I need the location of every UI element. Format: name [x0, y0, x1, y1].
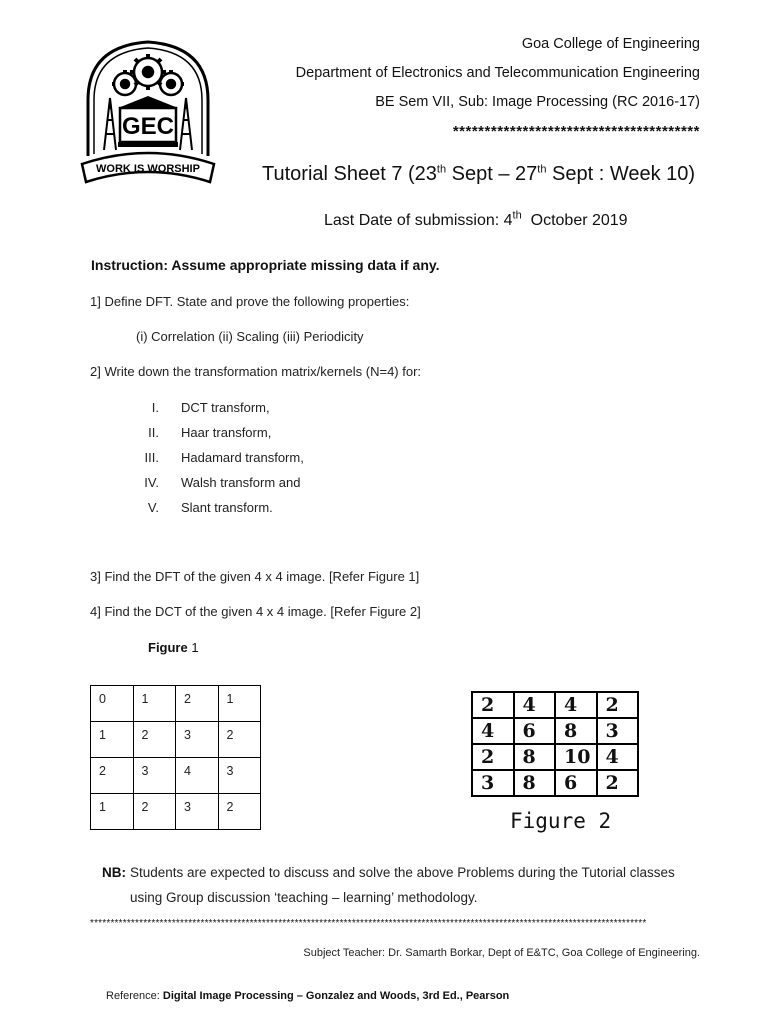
- table-cell: 3: [133, 758, 176, 794]
- list-item: IV. Walsh transform and: [144, 475, 301, 490]
- nb-line-2: using Group discussion ‘teaching – learning’ methodology.: [130, 890, 478, 905]
- logo-motto: WORK IS WORSHIP: [96, 163, 200, 175]
- table-row: [91, 794, 261, 830]
- table-cell: 3: [472, 770, 514, 796]
- table-cell: 3: [597, 718, 639, 744]
- figure-1-table: [90, 685, 261, 830]
- table-cell: 4: [555, 692, 597, 718]
- question-4: 4] Find the DCT of the given 4 x 4 image. [Refer Figure 2]: [90, 604, 421, 619]
- list-item: II. Haar transform,: [148, 425, 272, 440]
- table-cell: 8: [555, 718, 597, 744]
- table-cell: 10: [555, 744, 597, 770]
- footer-separator: ****************************************************************************************************************************************: [90, 918, 647, 929]
- list-item: V. Slant transform.: [147, 500, 273, 515]
- figure-2-caption: Figure 2: [510, 809, 612, 833]
- table-cell: 3: [218, 758, 261, 794]
- table-cell: 1: [133, 686, 176, 722]
- table-cell: 2: [218, 722, 261, 758]
- figure-1-label: Figure 1: [148, 640, 199, 655]
- table-cell: 6: [555, 770, 597, 796]
- reference-text: Digital Image Processing – Gonzalez and Woods, 3rd Ed., Pearson: [162, 990, 510, 1002]
- nb-note: [102, 860, 675, 910]
- question-3: 3] Find the DFT of the given 4 x 4 image. [Refer Figure 1]: [90, 569, 420, 584]
- nb-line-1: Students are expected to discuss and solve the above Problems during the Tutorial classes: [130, 865, 675, 880]
- table-cell: 2: [218, 794, 261, 830]
- table-cell: 0: [91, 686, 134, 722]
- reference-label: Reference:: [106, 990, 160, 1002]
- college-logo: [78, 38, 218, 188]
- table-cell: 2: [472, 692, 514, 718]
- table-row: [472, 692, 638, 718]
- question-1-properties: (i) Correlation (ii) Scaling (iii) Periodicity: [136, 329, 364, 344]
- table-cell: 4: [597, 744, 639, 770]
- table-cell: 3: [176, 722, 219, 758]
- table-cell: 2: [176, 686, 219, 722]
- table-row: [472, 744, 638, 770]
- question-1: 1] Define DFT. State and prove the following properties:: [90, 294, 410, 309]
- table-cell: 1: [218, 686, 261, 722]
- department-name: Department of Electronics and Telecommunication Engineering: [295, 65, 700, 81]
- list-item: I. DCT transform,: [151, 400, 270, 415]
- table-cell: 4: [514, 692, 556, 718]
- table-cell: 4: [176, 758, 219, 794]
- table-cell: 8: [514, 770, 556, 796]
- nb-label: NB:: [102, 865, 126, 880]
- tutorial-title: Tutorial Sheet 7 (23th Sept – 27th Sept : Week 10): [262, 163, 696, 185]
- table-cell: 2: [597, 692, 639, 718]
- table-row: [91, 686, 261, 722]
- table-cell: 2: [91, 758, 134, 794]
- table-cell: 2: [133, 794, 176, 830]
- table-cell: 6: [514, 718, 556, 744]
- table-row: [91, 758, 261, 794]
- table-row: [472, 770, 638, 796]
- list-item: III. Hadamard transform,: [144, 450, 304, 465]
- question-2: 2] Write down the transformation matrix/kernels (N=4) for:: [90, 364, 422, 379]
- college-name: Goa College of Engineering: [521, 36, 700, 52]
- table-cell: 3: [176, 794, 219, 830]
- table-row: [472, 718, 638, 744]
- logo-text: GEC: [121, 113, 175, 140]
- subject-teacher: Subject Teacher: Dr. Samarth Borkar, Dept of E&TC, Goa College of Engineering.: [303, 947, 700, 959]
- transform-list: [134, 400, 304, 525]
- table-cell: 2: [472, 744, 514, 770]
- instruction-text: Instruction: Assume appropriate missing data if any.: [91, 257, 440, 273]
- submission-date: Last Date of submission: 4th October 2019: [324, 209, 628, 229]
- table-cell: 2: [597, 770, 639, 796]
- table-row: [91, 722, 261, 758]
- table-cell: 1: [91, 722, 134, 758]
- table-cell: 8: [514, 744, 556, 770]
- reference: [106, 990, 509, 1002]
- table-cell: 1: [91, 794, 134, 830]
- table-cell: 4: [472, 718, 514, 744]
- course-info: BE Sem VII, Sub: Image Processing (RC 2016-17): [375, 94, 700, 110]
- table-cell: 2: [133, 722, 176, 758]
- figure-2-table: [471, 691, 639, 797]
- gec-emblem-icon: [78, 38, 218, 188]
- header-separator: ***************************************: [452, 123, 700, 140]
